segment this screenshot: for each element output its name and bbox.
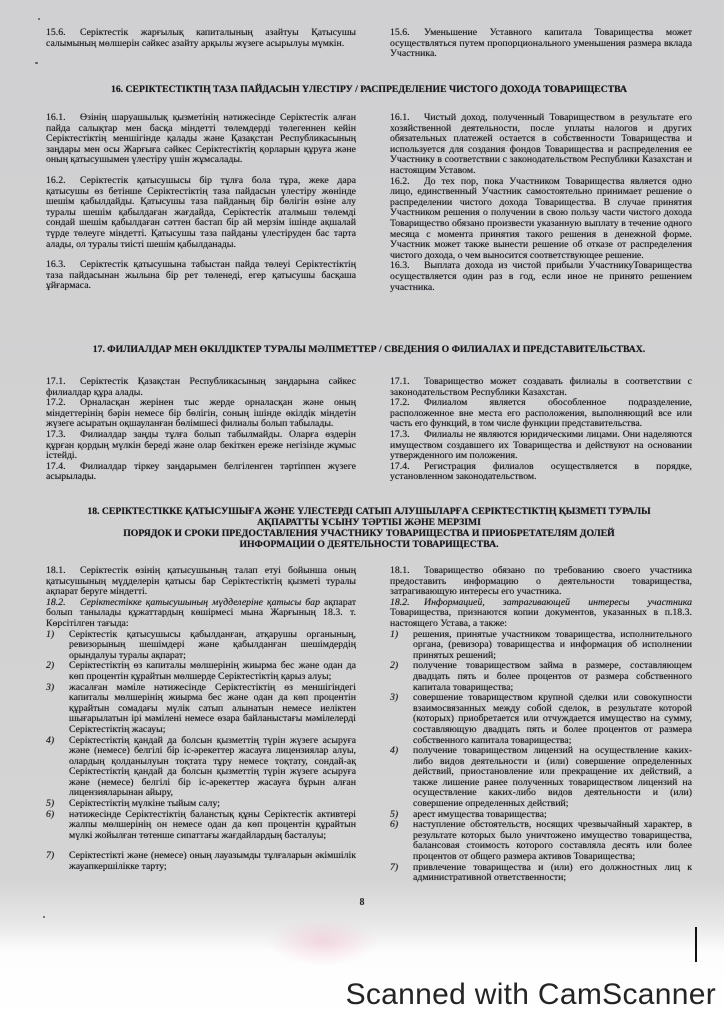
clause-number: 18.2.: [390, 596, 410, 608]
section-17-heading: 17. ФИЛИАЛДАР МЕН ӨКІЛДІКТЕР ТУРАЛЫ МӘЛІМЕТТЕР / СВЕДЕНИЯ О ФИЛИАЛАХ И ПРЕДСТАВИТЕЛЬСТВАХ.: [92, 344, 646, 355]
item-text: Серіктестіктің өз капиталы мөлшерінің жиырма бес және одан да көп процентін құрайтын мөлшерде Серіктестіктің қарыз алуы;: [69, 660, 356, 682]
section-17-body: [46, 377, 692, 483]
item-number: 7): [390, 861, 399, 873]
clause-16-2-kz: [46, 176, 356, 250]
item-text: арест имущества товарищества;: [413, 808, 547, 820]
clause-number: 17.4.: [390, 460, 410, 472]
clause-text: Серіктестік Қазақстан Республикасының заңдарына сәйкес филиалдар құра алады.: [46, 376, 356, 398]
section-18-heading-line: ПОРЯДОК И СРОКИ ПРЕДОСТАВЛЕНИЯ УЧАСТНИКУ ТОВАРИЩЕСТВА И ПРИОБРЕТАТЕЛЯМ ДОЛЕЙ: [123, 528, 615, 539]
list-item: [390, 863, 692, 884]
item-number: 5): [390, 808, 399, 820]
clause-text: Товарищество обязано по требованию своего участника предоставить информацию о деятельности товарищества, затрагивающую интересы его участника.: [390, 565, 692, 598]
clause-16-2-ru: [390, 177, 692, 262]
clause-number: 15.6.: [46, 27, 66, 38]
clause-18-1-kz: [46, 566, 356, 598]
section-18-heading-line: АҚПАРАТТЫ ҰСЫНУ ТӘРТІБІ ЖӘНЕ МЕРЗІМІ: [257, 517, 481, 528]
item-number: 2): [46, 660, 55, 672]
item-text: жасалған мәміле нәтижесінде Серіктестіктің өз меншігіндегі капиталы мөлшерінің жиырма бес және одан да көп процентін құрайтын сомадағы мүлік сатып алынатын немесе иеліктен шығарылатын ірі мәмілені немесе өзара байланыстағы мәмілелерді Серіктестіктің жасауы;: [69, 681, 356, 735]
clause-18-1-ru: [390, 566, 692, 598]
section-16-kz: [46, 113, 356, 293]
clause-text-italic: Серіктестікке қатысушының мүдделеріне қатысы бар: [80, 596, 320, 608]
clause-number: 15.6.: [390, 27, 410, 38]
item-number: 7): [46, 850, 55, 862]
clause-15-6-ru: [390, 28, 692, 60]
item-text: наступление обстоятельств, носящих чрезвычайный характер, в результате которых было уничтожено имущество товарищества, балансовая стоимость которого составляла десять или более процентов от общего размера активов Товарищества;: [413, 819, 692, 863]
clause-number: 18.2.: [46, 596, 66, 608]
clause-text: Товарищество может создавать филиалы в соответствии с законодательством Республики Казахстан.: [390, 376, 692, 398]
item-number: 1): [390, 628, 399, 640]
clause-number: 16.3.: [46, 259, 66, 271]
clause-text: Филиалы не являются юридическими лицами. Они наделяются имуществом создавшего их Товарищества и действуют на основании утвержденного им положения.: [390, 428, 692, 462]
list-item: [46, 851, 356, 872]
clause-18-2-ru: [390, 598, 692, 630]
item-text: привлечение товарищества и (или) его должностных лиц к административной ответственности;: [413, 861, 692, 884]
clause-text: Серіктестік жарғылық капиталының азайтуы Қатысушы салымының мөлшерін сәйкес азайту арқылы жүзеге асырылуы мүмкін.: [46, 27, 356, 49]
section-18-heading: [46, 506, 692, 550]
clause-text: ақпарат болып танылады құжаттардың көшірмесі мына Жарғының 18.3. т. Көрсітілген тағыда:: [46, 596, 356, 629]
clause-text: Серіктестік қатысушысы бір тұлға бола тұра, жеке дара қатысушы өз бетінше Серіктестіктің таза пайдасын үлестіру жөнінде шешім қабылдайды. Қатысушы таза пайданың бір бөлігін өзіне алу туралы шешім қабылдаған жағдайда, Серіктестік аталмыш төлемді сондай шешім қабылдаған сәттен бастап бір ай мерзім ішінде ақшалай түрде төлеуге міндетті. Қатысушы таза пайданы үлестіруден бас тарта алады, ол туралы тиісті шешім қабылданады.: [46, 174, 356, 250]
clause-text: Филиалом является обособленное подразделение, расположенное вне места его расположения, выполняющий все или часть его функций, в том числе функции представительства.: [390, 397, 692, 430]
clause-17-3-ru: [390, 430, 692, 462]
clause-number: 17.2.: [46, 397, 66, 409]
item-number: 6): [46, 808, 55, 820]
item-number: 4): [46, 734, 55, 746]
item-text: Серіктестік қатысушысы қабылданған, атқарушы органының, ревизорының шешімдері және қабылданған шешімдердің орындалуы туралы ақпарат;: [69, 628, 356, 661]
clause-number: 17.3.: [390, 428, 410, 440]
clause-text: Регистрация филиалов осуществляется в порядке, установленном законодательством.: [390, 460, 692, 483]
list-item: [390, 630, 692, 662]
item-text: решения, принятые участником товарищества, исполнительного органа, (ревизора) товарищества и информация об исполнении принятых решений;: [413, 628, 692, 661]
item-text: Серіктестіктің қандай да болсын қызметтің түрін жүзеге асыруға және (немесе) белгілі бір іс-әрекеттер жасауға лицензиялар алуы, олардың қолданылуын тоқтата тұру немесе тоқтату, сондай-ақ Серіктестіктің қандай да болсын қызметтің түрін жүзеге асыруға және (немесе) белгілі бір іс-әрекеттер жасауға бұрын алған лицензияларынан айыру,: [69, 734, 356, 799]
section-18-heading-line: 18. СЕРІКТЕСТІККЕ ҚАТЫСУШЫҒА ЖӘНЕ ҮЛЕСТЕРДІ САТЫП АЛУШЫЛАРҒА СЕРІКТЕСТІКТІҢ ҚЫЗМЕТІ ТУРАЛЫ: [87, 506, 651, 517]
section-15-body: [46, 28, 692, 60]
item-text: нәтижесінде Серіктестіктің баланстық құны Серіктестік активтері жалпы мөлшерінің он немесе одан да көп процентін құрайтын мүлкі жойылған төтенше сипаттағы жағдайлардың басталуы;: [69, 808, 356, 841]
clause-text: Өзінің шаруашылық қызметінің нәтижесінде Серіктестік алған пайда салықтар мен басқа міндетті төлемдерді төлегеннен кейін Серіктестіктің меншігінде қалады және Қазақстан Республикасының заңдары мен осы Жарғыға сәйкес Серіктестіктің қорларын құруға және оның қатысушымен үлестіру үшін жұмсалады.: [46, 112, 356, 166]
section-16-body: [46, 113, 692, 293]
list-item: [46, 661, 356, 682]
list-item: [46, 630, 356, 662]
clause-text: Орналасқан жерінен тыс жерде орналасқан және оның міндеттерінің бәрін немесе бір бөлігін, соның ішінде өкілдік міндетін жүзеге асыратын оқшауланған бөлімшесі филиалы болып табылады.: [46, 397, 356, 430]
clause-17-1-kz: [46, 377, 356, 398]
item-text: Серіктестіктің мүлкіне тыйым салу;: [69, 798, 220, 810]
section-17-kz: [46, 377, 356, 483]
list-item: [46, 810, 356, 842]
section-16-ru: [390, 113, 692, 293]
clause-number: 16.1.: [46, 112, 66, 123]
section-18-kz: [46, 566, 356, 884]
clause-text: Уменьшение Уставного капитала Товарищества может осуществляться путем пропорционального уменьшения размера вклада Участника.: [390, 27, 692, 60]
clause-16-3-kz: [46, 260, 356, 292]
clause-16-3-ru: [390, 261, 692, 293]
clause-number: 16.3.: [390, 260, 410, 272]
section-16-heading: 16. СЕРІКТЕСТІКТІҢ ТАЗА ПАЙДАСЫН ҮЛЕСТІРУ / РАСПРЕДЕЛЕНИЕ ЧИСТОГО ДОХОДА ТОВАРИЩЕСТВА: [110, 84, 628, 95]
clause-number: 17.2.: [390, 397, 410, 409]
clause-17-4-kz: [46, 462, 356, 483]
clause-number: 18.1.: [46, 565, 66, 576]
clause-18-2-kz: [46, 598, 356, 630]
clause-17-3-kz: [46, 430, 356, 462]
list-item: [390, 746, 692, 810]
item-number: 6): [390, 819, 399, 831]
clause-16-1-ru: [390, 113, 692, 177]
clause-17-1-ru: [390, 377, 692, 398]
item-text: Серіктестікті және (немесе) оның лауазымды тұлғаларын әкімшілік жауапкершілікке тарту;: [69, 850, 356, 873]
clause-16-1-kz: [46, 113, 356, 166]
clause-17-2-ru: [390, 398, 692, 430]
clause-17-4-ru: [390, 462, 692, 483]
list-item: [390, 693, 692, 746]
page-number: 8: [359, 897, 365, 908]
clause-text: Серіктестік қатысушына табыстан пайда төлеуі Серіктестіктің таза пайдасынан жылына бір рет төленеді, егер қатысушы басқаша ұйғармаса.: [46, 259, 356, 292]
clause-15-6-kz: [46, 28, 356, 60]
section-17-ru: [390, 377, 692, 483]
clause-number: 16.1.: [390, 112, 410, 123]
list-item: [46, 736, 356, 800]
item-number: 3): [390, 692, 399, 704]
section-18-ru: [390, 566, 692, 884]
clause-text: Филиалдар заңды тұлға болып табылмайды. Оларға өздерін құрған қордың мүлкін береді және олар бекіткен ереже негізінде жұмыс істейді.: [46, 428, 356, 462]
list-item: [390, 661, 692, 693]
clause-text: Выплата дохода из чистой прибыли УчастникуТоварищества осуществляется один раз в год, если иное не принято решением участника.: [390, 260, 692, 293]
item-text: совершение товариществом крупной сделки или совокупности взаимосвязанных между собой сделок, в результате которой (которых) приобретается или отчуждается имущество на сумму, составляющую двадцать пять и более процентов от размера собственного капитала товарищества;: [413, 692, 692, 746]
item-number: 2): [390, 660, 399, 672]
clause-number: 16.2.: [46, 174, 66, 186]
item-text: получение товариществом займа в размере, составляющем двадцать пять и более процентов от размера собственного капитала товарищества;: [413, 660, 692, 693]
item-number: 1): [46, 628, 55, 640]
list-item: [390, 820, 692, 862]
clause-text: До тех пор, пока Участником Товарищества является одно лицо, единственный Участник самостоятельно принимает решение о распределении чистого дохода Товарищества. В случае принятия Участником решения о получении в свою пользу части чистого дохода Товарищество обязано произвести указанную выплату в течение одного месяца с момента принятия такого решения в денежной форме. Участник может также вынести решение об отказе от распределения чистого дохода, о чем выносится соответствующее решение.: [390, 175, 692, 261]
camscanner-watermark: Scanned with CamScanner: [345, 978, 716, 1011]
clause-number: 17.1.: [46, 376, 66, 387]
clause-text: Чистый доход, полученный Товариществом в результате его хозяйственной деятельности, после уплаты налогов и других обязательных платежей остается в собственности Товарищества и используется для создания фондов Товарищества и распределения ее Участнику в соответствии с законодательством Республики Казахстан и настоящим Уставом.: [390, 112, 692, 176]
clause-17-2-kz: [46, 398, 356, 430]
section-18-heading-line: ИНФОРМАЦИИ О ДЕЯТЕЛЬНОСТИ ТОВАРИЩЕСТВА.: [239, 539, 499, 550]
clause-number: 16.2.: [390, 175, 410, 187]
clause-number: 17.3.: [46, 428, 66, 440]
clause-text: Товарищества, признаются копии документов, указанных в п.18.3. настоящего Устава, а также:: [390, 607, 692, 629]
item-number: 3): [46, 681, 55, 693]
clause-text: Серіктестік өзінің қатысушының талап етуі бойынша оның қатысушының мүдделерін қатысы бар Серіктестіктің қызметі туралы ақпарат беруге міндетті.: [46, 565, 356, 598]
clause-number: 17.1.: [390, 376, 410, 387]
item-number: 5): [46, 798, 55, 810]
item-number: 4): [390, 745, 399, 757]
clause-text-italic: Информацией, затрагивающей интересы участника: [424, 596, 692, 608]
scan-edge-mark: [695, 927, 697, 962]
clause-text: Филиалдар тіркеу заңдарымен белгіленген тәртіппен жүзеге асырылады.: [46, 460, 356, 483]
item-text: получение товариществом лицензий на осуществление каких-либо видов деятельности и (или) совершение определенных действий, приостановление или прекращение их действий, а также лишение ранее полученных товариществом лицензий на осуществление каких-либо видов деятельности и (или) совершение определенных действий;: [413, 745, 692, 810]
section-18-body: [46, 566, 692, 884]
clause-number: 17.4.: [46, 460, 66, 472]
list-item: [46, 683, 356, 736]
clause-number: 18.1.: [390, 565, 410, 576]
